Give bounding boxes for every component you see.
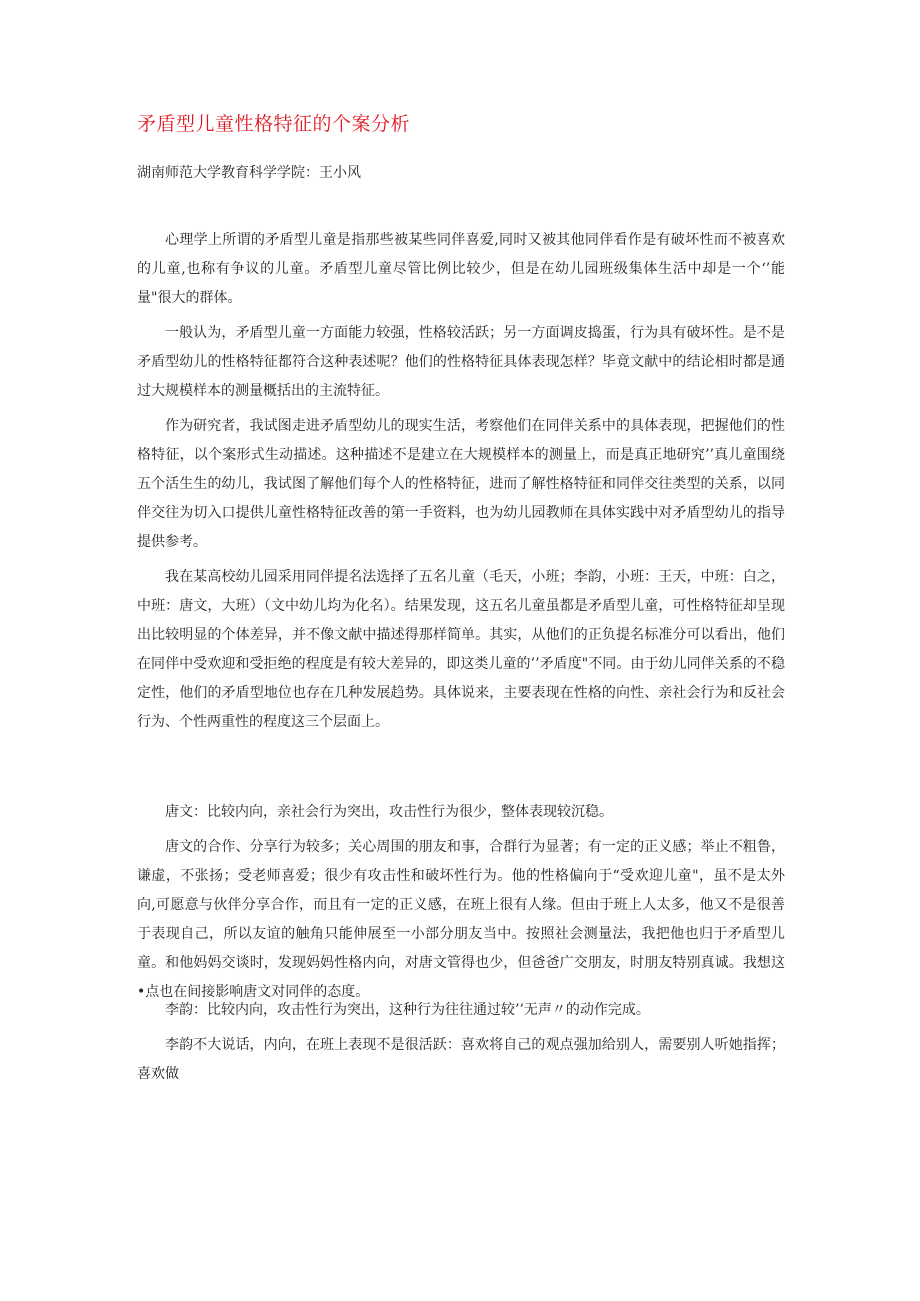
tangwen-detail: 唐文的合作、分享行为较多；关心周围的朋友和事，合群行为显著；有一定的正义感；举止不粗鲁，谦虚，不张扬；受老师喜爱；很少有攻击性和破坏性行为。他的性格偏向于“受欢迎儿童"，虽不是太外向,可愿意与伙伴分享合作，而且有一定的正义感，在班上很有人缘。但由于班上人太多，他又不是很善于表现自己，所以友谊的触角只能伸展至一小部分朋友当中。按照社会测量法，我把他也归于矛盾型儿童。和他妈妈交谈时，发现妈妈性格内向，对唐文管得也少，但爸爸广交朋友，时朋友特别真诚。我想这•点也在间接影响唐文对同伴的态度。 (137, 839, 785, 1000)
intro-section (137, 226, 785, 737)
liyun-detail: 李韵不大说话，内向，在班上表现不是很活跃：喜欢将自己的观点强加给别人，需要别人听她指挥；喜欢做 (137, 1037, 785, 1082)
intro-paragraph-1: 心理学上所谓的矛盾型儿童是指那些被某些同伴喜爱,同时又被其他同伴看作是有破坏性而不被喜欢的儿童,也称有争议的儿童。矛盾型儿童尽管比例比较少，但是在幼儿园班级集体生活中却是一个‘’能量"很大的群体。 (137, 232, 785, 306)
liyun-summary: 李韵：比较内向，攻击性行为突出，这种行为往往通过较’’无声〃的动作完成。 (165, 1002, 650, 1018)
intro-paragraph-4: 我在某高校幼儿园采用同伴提名法选择了五名儿童（毛天，小班；李韵，小班：王天，中班：白之，中班：唐文，大班）（文中幼儿均为化名）。结果发现，这五名儿童虽都是矛盾型儿童，可性格特征却呈现出比较明显的个体差异，并不像文献中描述得那样简单。其实，从他们的正负提名标准分可以看出，他们在同伴中受欢迎和受拒绝的程度是有较大差异的，即这类儿童的’’矛盾度"不同。由于幼儿同伴关系的不稳定性，他们的矛盾型地位也存在几种发展趋势。具体说来，主要表现在性格的向性、亲社会行为和反社会行为、个性两重性的程度这三个层面上。 (137, 569, 785, 730)
tangwen-summary: 唐文：比较内向，亲社会行为突出，攻击性行为很少，整体表现较沉稳。 (165, 804, 613, 820)
author-line: 湖南师范大学教育科学学院：王小风 (137, 165, 361, 181)
intro-paragraph-3: 作为研究者，我试图走进矛盾型幼儿的现实生活，考察他们在同伴关系中的具体表现，把握他们的性格特征，以个案形式生动描述。这种描述不是建立在大规模样本的测量上，而是真正地研究’’真儿童围绕五个活生生的幼儿，我试图了解他们每个人的性格特征，进而了解性格特征和同伴交往类型的关系，以同伴交往为切入口提供儿童性格特征改善的第一手资料，也为幼儿园教师在具体实践中对矛盾型幼儿的指导提供参考。 (137, 418, 785, 550)
page-title: 矛盾型儿童性格特征的个案分析 (137, 113, 411, 135)
case-section-liyun (137, 996, 785, 1089)
case-section-tangwen (137, 798, 785, 1007)
intro-paragraph-2: 一般认为，矛盾型儿童一方面能力较强，性格较活跃；另一方面调皮捣蛋，行为具有破坏性。是不是矛盾型幼儿的性格特征都符合这种表述呢？他们的性格特征具体表现怎样？毕竟文献中的结论相时都是通过大规模样本的测量概括出的主流特征。 (137, 325, 785, 399)
